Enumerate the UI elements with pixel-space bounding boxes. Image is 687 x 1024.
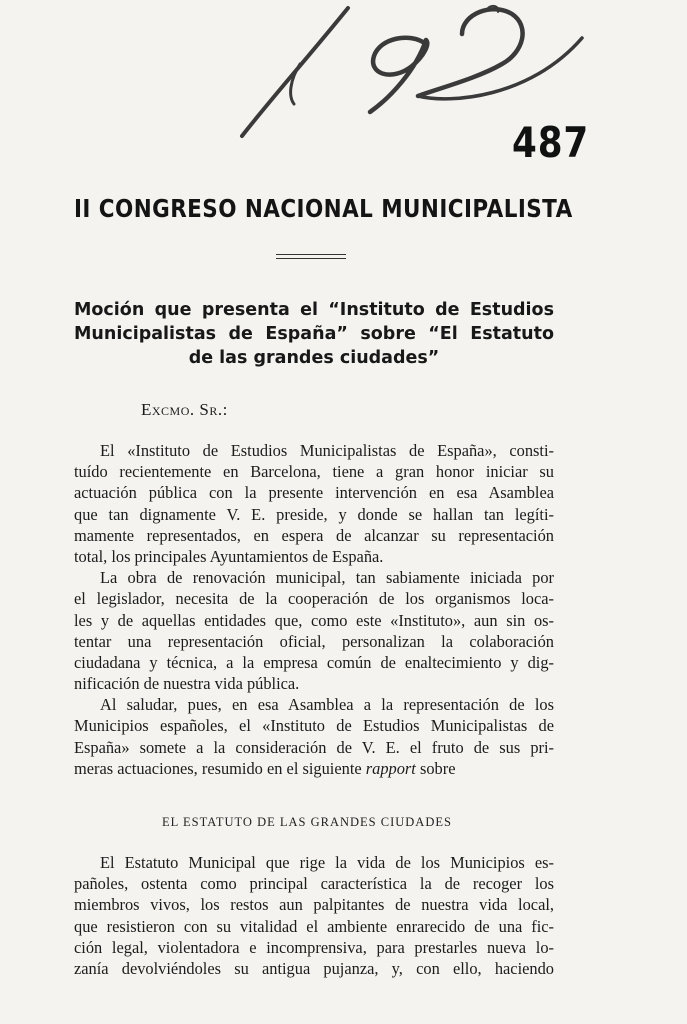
salutation: Excmo. Sr.: xyxy=(141,400,228,419)
text-line: pañoles, ostenta como principal característica la de recoger los xyxy=(74,874,554,894)
text-line: El «Instituto de Estudios Municipalistas de España», consti- xyxy=(100,441,554,460)
section-paragraph xyxy=(74,852,554,979)
motion-heading xyxy=(74,298,554,370)
text-line: mamente representados, en espera de alcanzar su representación xyxy=(74,525,554,545)
title-divider-bottom xyxy=(276,258,346,259)
text-line: les y de aquellas entidades que, como este «Instituto», aun sin os- xyxy=(74,610,554,630)
text-line: España» somete a la consideración de V. E. el fruto de sus pri- xyxy=(74,737,554,757)
text-line: que resistieron con su vitalidad el ambiente enrarecido de una fic- xyxy=(74,916,554,936)
motion-heading-line: de las grandes ciudades” xyxy=(188,348,440,368)
motion-heading-line: Municipalistas de España” sobre “El Estatuto xyxy=(74,324,554,344)
motion-heading-line: Moción que presenta el “Instituto de Estudios xyxy=(74,300,554,320)
text-line: Municipios españoles, el «Instituto de Estudios Municipalistas de xyxy=(74,716,554,736)
text-line: tentar una representación oficial, personalizan la colaboración xyxy=(74,631,554,651)
text-line xyxy=(74,758,554,779)
text-fragment: sobre xyxy=(419,758,456,778)
text-line: ciudadana y técnica, a la empresa común de enaltecimiento y dig- xyxy=(74,652,554,672)
text-line: El Estatuto Municipal que rige la vida de los Municipios es- xyxy=(100,853,554,872)
text-line: zanía devolviéndoles su antigua pujanza, y, con ello, haciendo xyxy=(74,958,554,978)
text-line: miembros vivos, los restos aun palpitantes de nuestra vida local, xyxy=(74,895,554,915)
text-line: nificación de nuestra vida pública. xyxy=(74,674,300,694)
text-line: total, los principales Ayuntamientos de España. xyxy=(74,546,384,566)
text-line: ción legal, violentadora e incomprensiva, para prestarles nueva lo- xyxy=(74,937,554,957)
title-divider-top xyxy=(276,254,346,255)
page-number: 487 xyxy=(512,118,590,167)
document-title: II CONGRESO NACIONAL MUNICIPALISTA xyxy=(74,194,573,223)
introduction-paragraphs xyxy=(74,440,554,779)
text-line: tuído recientemente en Barcelona, tiene a gran honor iniciar su xyxy=(74,462,554,482)
rapport-word: rapport xyxy=(365,758,416,778)
text-line: La obra de renovación municipal, tan sabiamente iniciada por xyxy=(100,568,554,588)
text-line: que tan dignamente V. E. preside, y donde se hallan tan legíti- xyxy=(74,504,554,524)
text-line: Al saludar, pues, en esa Asamblea a la representación de los xyxy=(100,695,554,715)
text-line: el legislador, necesita de la cooperación de los organismos loca- xyxy=(74,589,554,609)
section-heading: EL ESTATUTO DE LAS GRANDES CIUDADES xyxy=(162,815,452,829)
text-line: actuación pública con la presente intervención en esa Asamblea xyxy=(74,483,554,503)
text-fragment: meras actuaciones, resumido en el siguiente xyxy=(74,758,362,778)
